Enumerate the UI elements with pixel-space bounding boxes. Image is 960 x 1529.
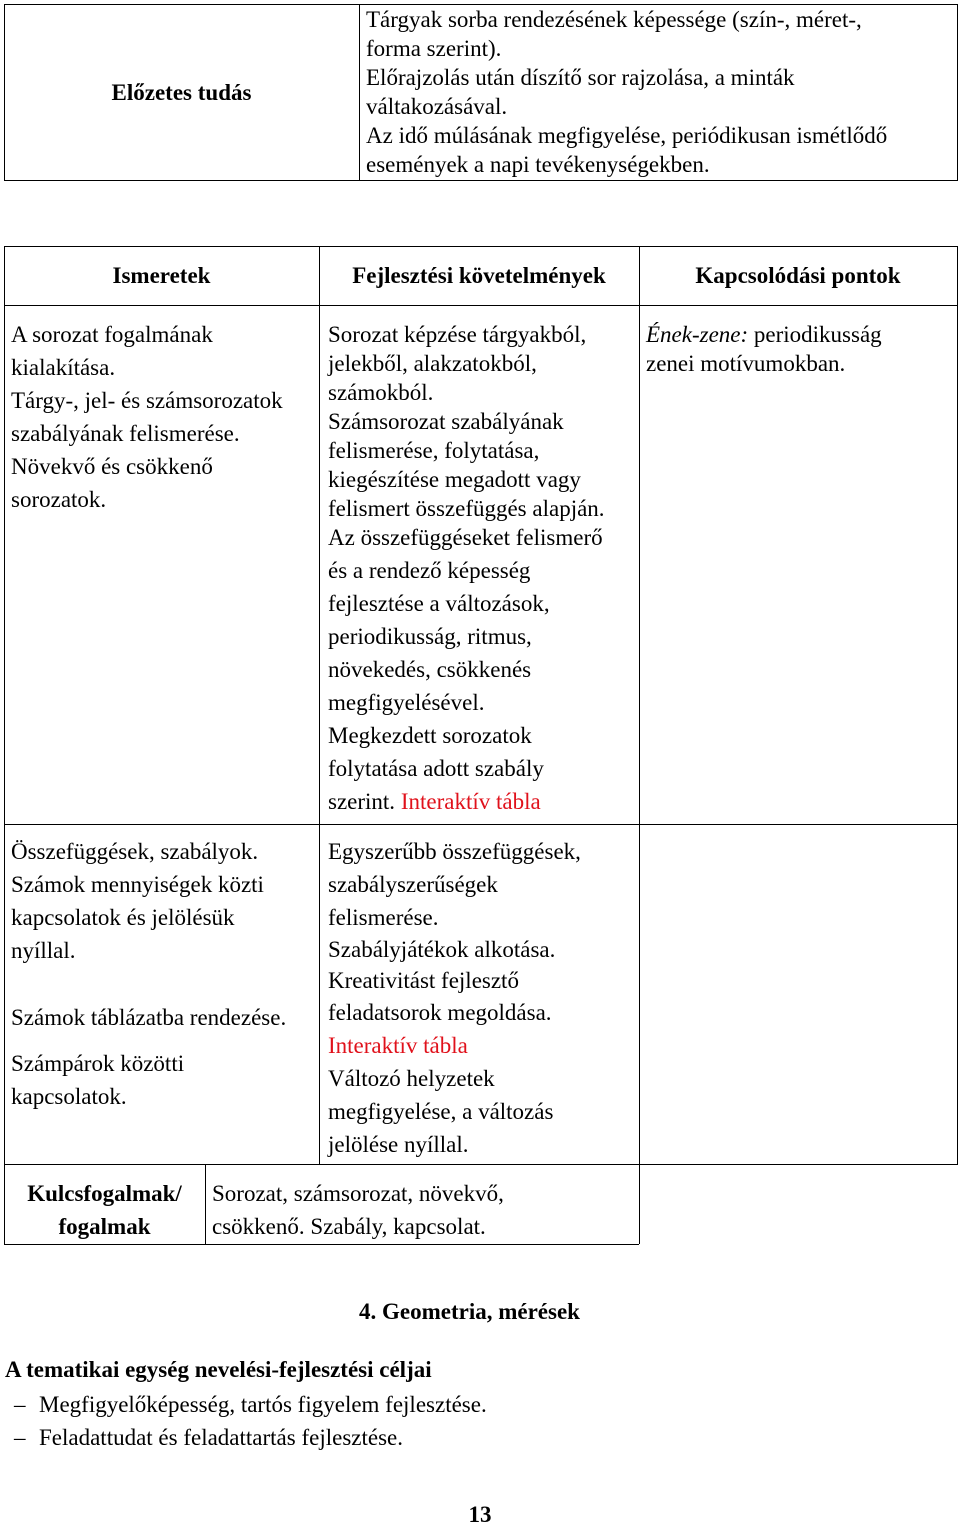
cell-line: nyíllal. bbox=[11, 938, 76, 963]
cell-line: számokból. bbox=[328, 380, 434, 405]
cell-line: zenei motívumokban. bbox=[646, 351, 846, 376]
keywords-label bbox=[4, 1177, 205, 1243]
keywords-divider bbox=[205, 1164, 206, 1244]
row2-ismeretek bbox=[11, 835, 264, 967]
row2-fejlesztesi bbox=[328, 835, 581, 1161]
cell-line: Összefüggések, szabályok. bbox=[11, 839, 259, 864]
goals-list-item bbox=[14, 1388, 487, 1421]
row2-number-pairs bbox=[11, 1047, 184, 1113]
section-title: 4. Geometria, mérések bbox=[359, 1299, 580, 1324]
cell-line: megfigyelésével. bbox=[328, 690, 485, 715]
goal-text: Feladattudat és feladattartás fejlesztése. bbox=[39, 1425, 403, 1450]
prior-knowledge-line: Az idő múlásának megfigyelése, periódikusan ismétlődő bbox=[366, 123, 888, 148]
dash-bullet: – bbox=[14, 1392, 26, 1417]
cell-line: Számpárok közötti bbox=[11, 1051, 185, 1076]
cell-line: jelekből, alakzatokból, bbox=[328, 351, 537, 376]
cell-line bbox=[646, 320, 882, 349]
table-border-left bbox=[4, 246, 5, 1244]
table-border-right bbox=[957, 246, 958, 1164]
goal-text: Megfigyelőképesség, tartós figyelem fejlesztése. bbox=[39, 1392, 487, 1417]
cell-line: Szabályjátékok alkotása. bbox=[328, 937, 556, 962]
cell-line: felismerése, folytatása, bbox=[328, 438, 540, 463]
prior-knowledge-line: Tárgyak sorba rendezésének képessége (szín-, méret-, bbox=[366, 7, 862, 32]
cell-line: kapcsolatok. bbox=[11, 1084, 127, 1109]
dash-bullet: – bbox=[14, 1425, 26, 1450]
keywords-label-line: fogalmak bbox=[58, 1214, 151, 1239]
cell-line: Változó helyzetek bbox=[328, 1066, 495, 1091]
keywords-line: Sorozat, számsorozat, növekvő, bbox=[212, 1181, 504, 1206]
header-ismeretek: Ismeretek bbox=[112, 263, 211, 288]
header-kapcsolodasi: Kapcsolódási pontok bbox=[695, 263, 901, 288]
cell-line: növekedés, csökkenés bbox=[328, 657, 532, 682]
subject-label: Ének-zene: bbox=[646, 322, 749, 347]
cell-line: felismerése. bbox=[328, 905, 439, 930]
prior-knowledge-divider bbox=[359, 4, 360, 181]
prior-knowledge-line: események a napi tevékenységekben. bbox=[366, 152, 710, 177]
cell-line: folytatása adott szabály bbox=[328, 756, 544, 781]
cell-line: Számok mennyiségek közti bbox=[11, 872, 264, 897]
row-divider bbox=[4, 824, 958, 825]
cell-line: kiegészítése megadott vagy bbox=[328, 467, 581, 492]
cell-line: sorozatok. bbox=[11, 487, 107, 512]
row-divider bbox=[4, 1164, 958, 1165]
cell-line: Az összefüggéseket felismerő bbox=[328, 525, 603, 550]
interactive-board-link[interactable]: Interaktív tábla bbox=[328, 1033, 468, 1058]
cell-line: jelölése nyíllal. bbox=[328, 1132, 469, 1157]
cell-line: kialakítása. bbox=[11, 355, 116, 380]
cell-line: Megkezdett sorozatok bbox=[328, 723, 532, 748]
header-row-divider bbox=[4, 305, 958, 306]
cell-line: Kreativitást fejlesztő bbox=[328, 968, 519, 993]
cell-line: Sorozat képzése tárgyakból, bbox=[328, 322, 587, 347]
keywords-line: csökkenő. Szabály, kapcsolat. bbox=[212, 1214, 486, 1239]
cell-line bbox=[328, 785, 603, 818]
cell-line: kapcsolatok és jelölésük bbox=[11, 905, 235, 930]
cell-line: Egyszerűbb összefüggések, bbox=[328, 839, 581, 864]
cell-line: Számsorozat szabályának bbox=[328, 409, 564, 434]
cell-text: periodikusság bbox=[753, 322, 882, 347]
cell-line: feladatsorok megoldása. bbox=[328, 1000, 552, 1025]
goals-list-item bbox=[14, 1421, 487, 1454]
header-fejlesztesi: Fejlesztési követelmények bbox=[352, 263, 606, 288]
row1-fejlesztesi-cont bbox=[328, 521, 603, 818]
cell-line: fejlesztése a változások, bbox=[328, 591, 550, 616]
cell-line: szabályszerűségek bbox=[328, 872, 498, 897]
cell-line: A sorozat fogalmának bbox=[11, 322, 213, 347]
prior-knowledge-line: Előrajzolás után díszítő sor rajzolása, a minták bbox=[366, 65, 795, 90]
prior-knowledge-label: Előzetes tudás bbox=[111, 80, 252, 105]
table-border-top bbox=[4, 246, 958, 247]
row1-kapcsolodasi bbox=[646, 320, 882, 378]
cell-line: megfigyelése, a változás bbox=[328, 1099, 554, 1124]
prior-knowledge-line: váltakozásával. bbox=[366, 94, 508, 119]
cell-line: szabályának felismerése. bbox=[11, 421, 240, 446]
goals-list bbox=[14, 1388, 487, 1454]
row2-table-ordering bbox=[11, 1001, 286, 1034]
cell-line: Tárgy-, jel- és számsorozatok bbox=[11, 388, 283, 413]
prior-knowledge-line: forma szerint). bbox=[366, 36, 502, 61]
cell-line: Növekvő és csökkenő bbox=[11, 454, 213, 479]
cell-line: Számok táblázatba rendezése. bbox=[11, 1005, 287, 1030]
goals-title: A tematikai egység nevelési-fejlesztési céljai bbox=[5, 1357, 432, 1382]
column-divider bbox=[639, 246, 640, 1244]
interactive-board-link[interactable]: Interaktív tábla bbox=[400, 789, 541, 814]
prior-knowledge-text bbox=[366, 5, 887, 179]
cell-line: periodikusság, ritmus, bbox=[328, 624, 532, 649]
row1-fejlesztesi bbox=[328, 320, 605, 523]
page-number: 13 bbox=[468, 1502, 492, 1527]
column-divider bbox=[319, 246, 320, 1164]
keywords-text bbox=[212, 1177, 504, 1243]
table-border-bottom bbox=[4, 1244, 639, 1245]
cell-line: és a rendező képesség bbox=[328, 558, 531, 583]
cell-text: szerint. bbox=[328, 789, 396, 814]
keywords-label-line: Kulcsfogalmak/ bbox=[27, 1181, 182, 1206]
cell-line: felismert összefüggés alapján. bbox=[328, 496, 605, 521]
row1-ismeretek bbox=[11, 318, 283, 516]
